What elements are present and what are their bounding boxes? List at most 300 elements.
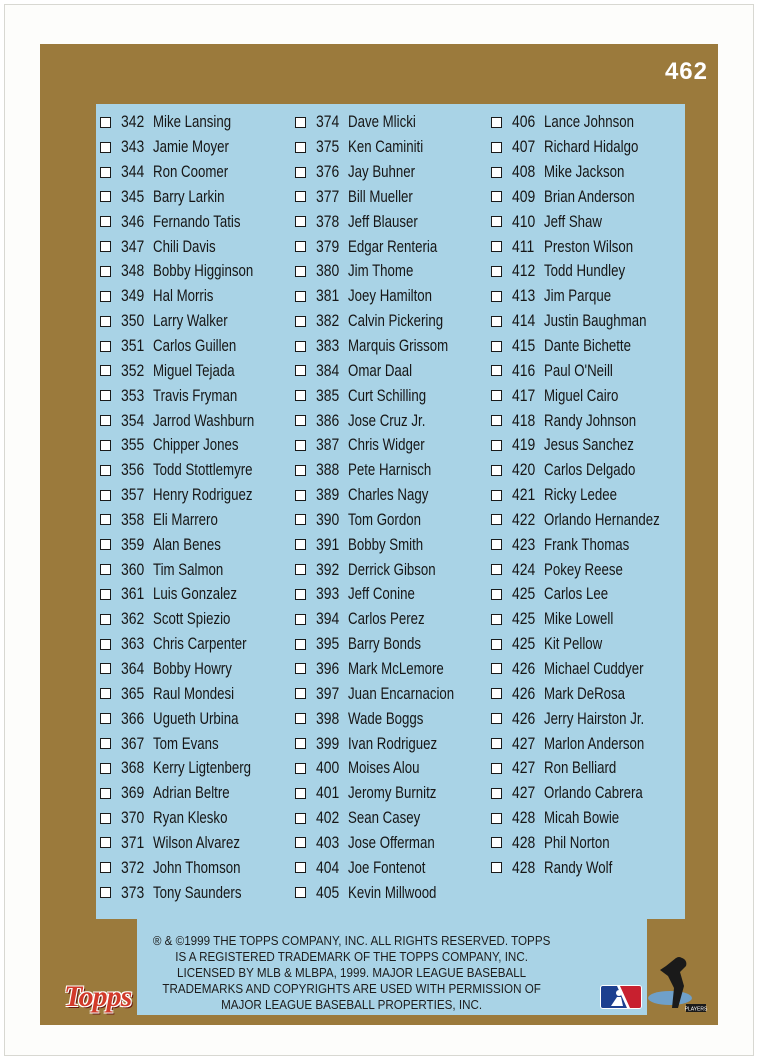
checkbox[interactable] [100, 390, 111, 401]
player-name: Jesus Sanchez [544, 435, 634, 455]
card-num: 347 [121, 236, 145, 256]
card-num: 373 [121, 882, 145, 902]
card-num: 426 [512, 683, 536, 703]
checklist-row [295, 607, 484, 632]
checkbox[interactable] [491, 490, 502, 501]
checkbox[interactable] [100, 887, 111, 898]
checklist-row [100, 657, 283, 682]
checkbox[interactable] [100, 589, 111, 600]
player-name: Jamie Moyer [153, 137, 229, 157]
card-num: 411 [512, 236, 535, 256]
card-num: 414 [512, 311, 536, 331]
checkbox[interactable] [295, 117, 306, 128]
checklist-row [100, 334, 283, 359]
checklist-column-2 [295, 110, 484, 905]
checklist-row [491, 806, 692, 831]
checklist-row [491, 731, 692, 756]
checklist-row [100, 731, 283, 756]
checkbox[interactable] [491, 837, 502, 848]
player-name: Pokey Reese [544, 559, 623, 579]
checkbox[interactable] [491, 539, 502, 550]
checkbox[interactable] [295, 663, 306, 674]
checklist-row [491, 408, 692, 433]
player-name: Derrick Gibson [348, 559, 436, 579]
checkbox[interactable] [295, 738, 306, 749]
card-num: 421 [512, 485, 536, 505]
checkbox[interactable] [491, 365, 502, 376]
card-num: 398 [316, 708, 340, 728]
player-name: Mike Lansing [153, 112, 232, 132]
checkbox[interactable] [295, 763, 306, 774]
checklist-row [100, 358, 283, 383]
checklist-row [295, 309, 484, 334]
card-num: 348 [121, 261, 145, 281]
checklist-row [100, 185, 283, 210]
checkbox[interactable] [491, 266, 502, 277]
player-name: Edgar Renteria [348, 236, 438, 256]
player-name: Tom Gordon [348, 509, 421, 529]
checkbox[interactable] [295, 887, 306, 898]
checklist-row [491, 209, 692, 234]
player-name: Sean Casey [348, 808, 421, 828]
checklist-row [100, 135, 283, 160]
checkbox[interactable] [295, 589, 306, 600]
checklist-row [100, 110, 283, 135]
checkbox[interactable] [491, 663, 502, 674]
checkbox[interactable] [491, 713, 502, 724]
checklist-row [100, 681, 283, 706]
checklist-row [100, 483, 283, 508]
checkbox[interactable] [100, 191, 111, 202]
checkbox[interactable] [100, 167, 111, 178]
player-name: Randy Wolf [544, 857, 613, 877]
checkbox[interactable] [491, 341, 502, 352]
checklist-row [295, 383, 484, 408]
checklist-row [295, 731, 484, 756]
player-name: Ugueth Urbina [153, 708, 239, 728]
legal-text: ® & ©1999 THE TOPPS COMPANY, INC. ALL RIGHTS RESERVED. TOPPS IS A REGISTERED TRADEMARK OF THE TOPPS COMPANY, INC. LICENSED BY MLB & MLBPA, 1999. MAJOR LEAGUE BASEBALL TRADEMARKS AND COPYRIGHTS ARE USED WITH PERMISSION OF MAJOR LEAGUE BASEBALL PROPERTIES, INC. [152, 934, 551, 1012]
checkbox[interactable] [295, 390, 306, 401]
card-num: 395 [316, 634, 340, 654]
checkbox[interactable] [491, 142, 502, 153]
card-num: 409 [512, 186, 536, 206]
checkbox[interactable] [100, 738, 111, 749]
player-name: Chipper Jones [153, 435, 239, 455]
checkbox[interactable] [491, 117, 502, 128]
card-num: 363 [121, 634, 145, 654]
card-num: 382 [316, 311, 340, 331]
checklist-row [295, 855, 484, 880]
player-name: John Thomson [153, 857, 241, 877]
player-name: Wilson Alvarez [153, 832, 240, 852]
player-name: Todd Hundley [544, 261, 626, 281]
checkbox[interactable] [100, 663, 111, 674]
checklist-row [100, 408, 283, 433]
checklist-row [100, 383, 283, 408]
card-num: 404 [316, 857, 340, 877]
checkbox[interactable] [295, 639, 306, 650]
checkbox[interactable] [100, 465, 111, 476]
card-num: 397 [316, 683, 340, 703]
card-num: 356 [121, 460, 145, 480]
checkbox[interactable] [491, 589, 502, 600]
player-name: Ron Belliard [544, 758, 617, 778]
card-num: 401 [316, 783, 340, 803]
checklist-row [491, 532, 692, 557]
checkbox[interactable] [491, 241, 502, 252]
checkbox[interactable] [100, 216, 111, 227]
checkbox[interactable] [295, 316, 306, 327]
checkbox[interactable] [100, 862, 111, 873]
checklist-row [295, 582, 484, 607]
player-name: Lance Johnson [544, 112, 634, 132]
checkbox[interactable] [100, 713, 111, 724]
checkbox[interactable] [491, 390, 502, 401]
checklist-row [491, 632, 692, 657]
card-num: 416 [512, 360, 536, 380]
player-name: Tim Salmon [153, 559, 224, 579]
checkbox[interactable] [491, 415, 502, 426]
checkbox[interactable] [295, 813, 306, 824]
player-name: Jose Offerman [348, 832, 435, 852]
checkbox[interactable] [100, 291, 111, 302]
checkbox[interactable] [491, 614, 502, 625]
checklist-row [491, 706, 692, 731]
player-name: Ivan Rodriguez [348, 733, 438, 753]
checklist-row [491, 582, 692, 607]
player-name: Moises Alou [348, 758, 420, 778]
card-num: 360 [121, 559, 145, 579]
card-num: 407 [512, 137, 536, 157]
mlb-logo-icon [600, 985, 642, 1009]
card-num: 345 [121, 186, 145, 206]
checkbox[interactable] [100, 788, 111, 799]
checkbox[interactable] [491, 738, 502, 749]
player-name: Alan Benes [153, 534, 221, 554]
card-num: 418 [512, 410, 536, 430]
checkbox[interactable] [491, 514, 502, 525]
player-name: Joey Hamilton [348, 286, 433, 306]
card-num: 410 [512, 211, 536, 231]
checklist-row [100, 781, 283, 806]
checklist-row [491, 185, 692, 210]
checkbox[interactable] [491, 167, 502, 178]
checkbox[interactable] [100, 316, 111, 327]
checkbox[interactable] [295, 490, 306, 501]
checklist-row [295, 135, 484, 160]
checklist-row [491, 681, 692, 706]
checkbox[interactable] [295, 788, 306, 799]
checkbox[interactable] [491, 763, 502, 774]
player-name: Kit Pellow [544, 634, 603, 654]
checkbox[interactable] [100, 837, 111, 848]
checkbox[interactable] [295, 539, 306, 550]
player-name: Calvin Pickering [348, 311, 444, 331]
checklist-row [295, 806, 484, 831]
checkbox[interactable] [100, 614, 111, 625]
checkbox[interactable] [100, 142, 111, 153]
player-name: Kevin Millwood [348, 882, 437, 902]
card-num: 351 [121, 336, 145, 356]
card-num: 423 [512, 534, 536, 554]
card-num: 427 [512, 783, 536, 803]
player-name: Ryan Klesko [153, 808, 228, 828]
players-choice-icon [646, 952, 710, 1016]
checklist-row [100, 433, 283, 458]
player-name: Eli Marrero [153, 509, 218, 529]
card-num: 425 [512, 584, 536, 604]
checklist-row [295, 234, 484, 259]
card-num: 422 [512, 509, 536, 529]
checklist-row [100, 532, 283, 557]
card-num: 358 [121, 509, 145, 529]
card-num: 381 [316, 286, 340, 306]
player-name: Frank Thomas [544, 534, 630, 554]
checklist-row [295, 508, 484, 533]
checkbox[interactable] [491, 639, 502, 650]
player-name: Michael Cuddyer [544, 658, 644, 678]
checklist-row [491, 309, 692, 334]
player-name: Preston Wilson [544, 236, 634, 256]
checklist-row [100, 508, 283, 533]
checkbox[interactable] [100, 564, 111, 575]
checkbox[interactable] [491, 688, 502, 699]
card-num: 425 [512, 609, 536, 629]
card-num: 419 [512, 435, 536, 455]
checkbox[interactable] [100, 241, 111, 252]
checkbox[interactable] [295, 241, 306, 252]
checklist-row [491, 358, 692, 383]
checkbox[interactable] [295, 514, 306, 525]
checkbox[interactable] [295, 167, 306, 178]
checklist-row [295, 880, 484, 905]
card-num: 424 [512, 559, 536, 579]
card-num: 355 [121, 435, 145, 455]
player-name: Orlando Hernandez [544, 509, 660, 529]
checklist-row [295, 110, 484, 135]
player-name: Tony Saunders [153, 882, 242, 902]
checklist-row [295, 458, 484, 483]
card-num: 379 [316, 236, 340, 256]
checklist-row [295, 284, 484, 309]
checkbox[interactable] [100, 688, 111, 699]
card-num: 389 [316, 485, 340, 505]
card-num: 349 [121, 286, 145, 306]
checklist-row [295, 830, 484, 855]
checkbox[interactable] [295, 341, 306, 352]
card-num: 359 [121, 534, 145, 554]
player-name: Miguel Tejada [153, 360, 235, 380]
player-name: Todd Stottlemyre [153, 460, 253, 480]
card-num: 427 [512, 733, 536, 753]
player-name: Jeromy Burnitz [348, 783, 437, 803]
checklist-row [100, 880, 283, 905]
checkbox[interactable] [100, 117, 111, 128]
card-num: 425 [512, 634, 536, 654]
checkbox[interactable] [295, 266, 306, 277]
player-name: Carlos Lee [544, 584, 609, 604]
checkbox[interactable] [491, 862, 502, 873]
checklist-row [295, 557, 484, 582]
checkbox[interactable] [295, 862, 306, 873]
player-name: Carlos Perez [348, 609, 425, 629]
checkbox[interactable] [491, 788, 502, 799]
checkbox[interactable] [295, 837, 306, 848]
checkbox[interactable] [295, 365, 306, 376]
checkbox[interactable] [100, 490, 111, 501]
checkbox[interactable] [100, 539, 111, 550]
card-num: 384 [316, 360, 340, 380]
checklist-row [295, 259, 484, 284]
player-name: Dave Mlicki [348, 112, 416, 132]
checkbox[interactable] [295, 415, 306, 426]
card-num: 369 [121, 783, 145, 803]
card-num: 344 [121, 162, 145, 182]
checkbox[interactable] [491, 291, 502, 302]
card-num: 427 [512, 758, 536, 778]
checklist-row [491, 135, 692, 160]
player-name: Chris Widger [348, 435, 425, 455]
checkbox[interactable] [100, 813, 111, 824]
checkbox[interactable] [295, 465, 306, 476]
card-num: 426 [512, 658, 536, 678]
card-num: 417 [512, 385, 536, 405]
checkbox[interactable] [100, 763, 111, 774]
checklist-row [491, 284, 692, 309]
player-name: Bobby Higginson [153, 261, 254, 281]
checkbox[interactable] [295, 564, 306, 575]
card-num: 405 [316, 882, 340, 902]
card-num: 371 [121, 832, 145, 852]
player-name: Carlos Guillen [153, 336, 237, 356]
checklist-row [295, 160, 484, 185]
checklist-row [491, 607, 692, 632]
player-name: Luis Gonzalez [153, 584, 238, 604]
checklist-row [100, 855, 283, 880]
player-name: Jeff Conine [348, 584, 415, 604]
checkbox[interactable] [491, 813, 502, 824]
checkbox[interactable] [491, 465, 502, 476]
player-name: Curt Schilling [348, 385, 427, 405]
checkbox[interactable] [491, 216, 502, 227]
checklist-row [100, 458, 283, 483]
player-name: Omar Daal [348, 360, 413, 380]
card-num: 365 [121, 683, 145, 703]
player-name: Ricky Ledee [544, 485, 617, 505]
checklist-row [491, 160, 692, 185]
card-num: 413 [512, 286, 536, 306]
player-name: Chris Carpenter [153, 634, 247, 654]
checklist-row [100, 284, 283, 309]
checklist-row [295, 433, 484, 458]
checklist-row [491, 855, 692, 880]
player-name: Chili Davis [153, 236, 216, 256]
player-name: Ken Caminiti [348, 137, 424, 157]
checklist-row [100, 259, 283, 284]
card-num: 354 [121, 410, 145, 430]
card-num: 412 [512, 261, 536, 281]
checkbox[interactable] [295, 688, 306, 699]
player-name: Bobby Howry [153, 658, 232, 678]
card-num: 415 [512, 336, 536, 356]
checklist-row [100, 557, 283, 582]
checkbox[interactable] [491, 564, 502, 575]
checkbox[interactable] [295, 614, 306, 625]
checklist-row [491, 830, 692, 855]
card-num: 428 [512, 808, 536, 828]
checkbox[interactable] [491, 191, 502, 202]
checkbox[interactable] [295, 713, 306, 724]
card-num: 392 [316, 559, 340, 579]
player-name: Jeff Blauser [348, 211, 418, 231]
checklist-row [491, 483, 692, 508]
checkbox[interactable] [100, 341, 111, 352]
checkbox[interactable] [100, 415, 111, 426]
checklist-row [100, 160, 283, 185]
checkbox[interactable] [295, 440, 306, 451]
checklist-row [100, 607, 283, 632]
checkbox[interactable] [295, 291, 306, 302]
player-name: Tom Evans [153, 733, 219, 753]
card-num: 342 [121, 112, 145, 132]
checklist-row [491, 557, 692, 582]
checklist-row [100, 309, 283, 334]
player-name: Mark McLemore [348, 658, 444, 678]
checkbox[interactable] [295, 191, 306, 202]
card-num: 383 [316, 336, 340, 356]
player-name: Jim Thome [348, 261, 414, 281]
checkbox[interactable] [491, 440, 502, 451]
player-name: Fernando Tatis [153, 211, 241, 231]
checkbox[interactable] [100, 639, 111, 650]
card-num: 352 [121, 360, 145, 380]
player-name: Jim Parque [544, 286, 612, 306]
player-name: Dante Bichette [544, 336, 631, 356]
card-num: 426 [512, 708, 536, 728]
checklist-row [491, 458, 692, 483]
checkbox[interactable] [100, 266, 111, 277]
checklist-row [100, 706, 283, 731]
player-name: Barry Larkin [153, 186, 225, 206]
card-num: 428 [512, 832, 536, 852]
player-name: Jarrod Washburn [153, 410, 255, 430]
checkbox[interactable] [295, 216, 306, 227]
card-num: 399 [316, 733, 340, 753]
player-name: Scott Spiezio [153, 609, 231, 629]
player-name: Adrian Beltre [153, 783, 230, 803]
player-name: Bill Mueller [348, 186, 413, 206]
checklist-column-3 [491, 110, 692, 880]
card-num: 420 [512, 460, 536, 480]
checklist-row [295, 532, 484, 557]
checklist-row [295, 756, 484, 781]
player-name: Hal Morris [153, 286, 214, 306]
card-num: 364 [121, 658, 145, 678]
checklist-row [295, 632, 484, 657]
player-name: Juan Encarnacion [348, 683, 455, 703]
checkbox[interactable] [100, 440, 111, 451]
checklist-row [491, 657, 692, 682]
card-num: 402 [316, 808, 340, 828]
card-num: 394 [316, 609, 340, 629]
checklist-row [100, 234, 283, 259]
card-num: 387 [316, 435, 340, 455]
checkbox[interactable] [295, 142, 306, 153]
checkbox[interactable] [100, 514, 111, 525]
checkbox[interactable] [491, 316, 502, 327]
checkbox[interactable] [100, 365, 111, 376]
checklist-row [491, 110, 692, 135]
